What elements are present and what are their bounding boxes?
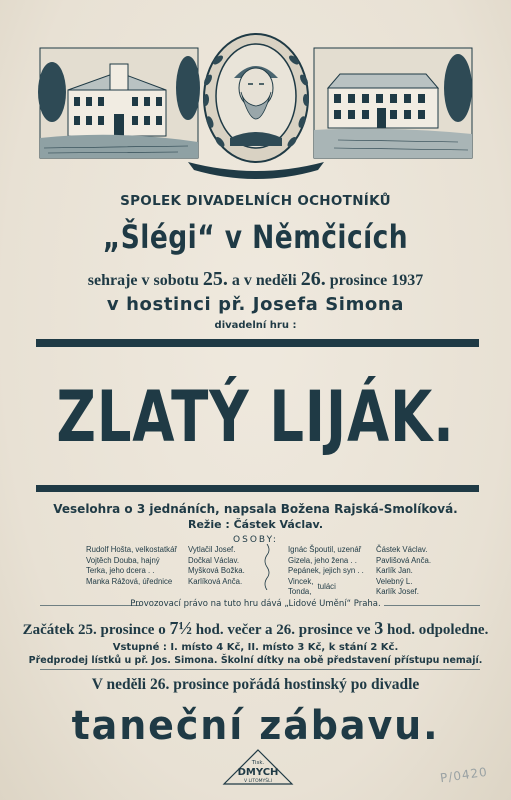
cast-role-text: Vincek,	[288, 576, 314, 586]
play-title: ZLATÝ LIJÁK.	[56, 376, 455, 458]
cast-role: Gizela, jeho žena . .	[288, 555, 357, 565]
cast-list-right	[288, 545, 431, 598]
cast-row	[86, 545, 245, 556]
cast-list-left	[86, 545, 245, 587]
cast-actor: Pavlišová Anča.	[376, 555, 432, 565]
cast-actor: Karlík Josef.	[376, 587, 419, 597]
start-text-3: hod. odpoledne.	[387, 622, 489, 638]
portrait-medallion	[188, 34, 324, 179]
director-line: Režie : Částek Václav.	[187, 518, 324, 531]
perf-day-1: 25.	[202, 268, 228, 290]
title-rule-bottom	[36, 485, 479, 492]
cast-divider	[262, 544, 272, 590]
cast-actor: Velebný L.	[376, 576, 413, 586]
cast-role: Terka, jeho dcera . .	[86, 566, 155, 576]
persons-label: OSOBY:	[233, 535, 278, 545]
start-text-1: Začátek 25. prosince o	[22, 622, 166, 638]
cast-row	[288, 587, 431, 598]
cast-actor: Dočkal Václav.	[188, 555, 239, 565]
cast-row	[86, 577, 245, 588]
rights-line: Provozovací právo na tuto hru dává „Lidové Umění“ Praha.	[130, 599, 381, 609]
play-label: divadelní hru :	[214, 320, 297, 331]
perf-text-3: prosince 1937	[329, 272, 424, 289]
cast-role: Vojtěch Douba, hajný	[86, 555, 160, 565]
cast-role: Manka Rážová, úřednice	[86, 576, 173, 586]
printer-mark	[222, 748, 294, 786]
cast-actor: Karlík Jan.	[376, 566, 413, 576]
cast-actor: Karlíková Anča.	[188, 576, 243, 586]
cast-role: Pepánek, jejich syn . .	[288, 566, 364, 576]
printer-name: DMYCH	[237, 767, 279, 778]
dance-heading: taneční zábavu.	[71, 703, 440, 749]
admission-prices: Vstupné : I. místo 4 Kč, II. místo 3 Kč, k stání 2 Kč.	[112, 642, 399, 653]
start-hour-1: 7½	[169, 618, 192, 638]
cast-row	[288, 576, 431, 591]
archive-number: P/0420	[439, 764, 489, 786]
society-name: SPOLEK DIVADELNÍCH OCHOTNÍKŮ	[120, 193, 391, 209]
start-hour-2: 3	[374, 618, 384, 638]
venue: v hostinci př. Josefa Simona	[106, 294, 405, 315]
cast-row	[288, 556, 431, 567]
rights-rule-right	[384, 605, 480, 606]
start-times	[0, 618, 511, 639]
title-rule-top	[36, 339, 479, 347]
cast-role: Rudolf Hošta, velkostatkář	[86, 545, 178, 554]
cast-row	[288, 566, 431, 577]
cast-bracket-note: tuláci	[317, 581, 336, 591]
perf-day-2: 26.	[300, 268, 326, 290]
cast-row	[86, 556, 245, 567]
cast-row	[288, 545, 431, 556]
play-subtitle: Veselohra o 3 jednáních, napsala Božena Rajská-Smolíková.	[53, 502, 458, 516]
cast-actor: Myšková Božka.	[188, 566, 245, 576]
sunday-announcement: V neděli 26. prosince pořádá hostinský po divadle	[91, 676, 420, 693]
club-name: „Šlégi“ v Němčicích	[102, 218, 409, 256]
performance-dates	[0, 268, 511, 291]
header-illustration	[38, 30, 474, 190]
presale-note: Předprodej lístků u př. Jos. Simona. Školní dítky na obě představení přístupu nemají.	[28, 655, 483, 666]
perf-text-2: a v neděli	[231, 272, 297, 289]
cast-role: Ignác Špoutil, uzenář	[288, 545, 362, 554]
cast-role: Tonda,	[288, 587, 312, 597]
start-text-2: hod. večer a 26. prosince ve	[195, 622, 371, 638]
printer-city: V LITOMYŠLI	[244, 779, 272, 784]
presale-rule	[40, 669, 480, 670]
printer-line1: Tisk.	[251, 760, 265, 766]
right-building-scene	[314, 48, 472, 158]
cast-actor: Vytlačil Josef.	[188, 545, 236, 554]
left-building-scene	[38, 48, 200, 158]
cast-role	[288, 576, 376, 591]
cast-actor: Částek Václav.	[376, 545, 428, 554]
cast-row	[86, 566, 245, 577]
perf-text-1: sehraje v sobotu	[87, 272, 199, 289]
